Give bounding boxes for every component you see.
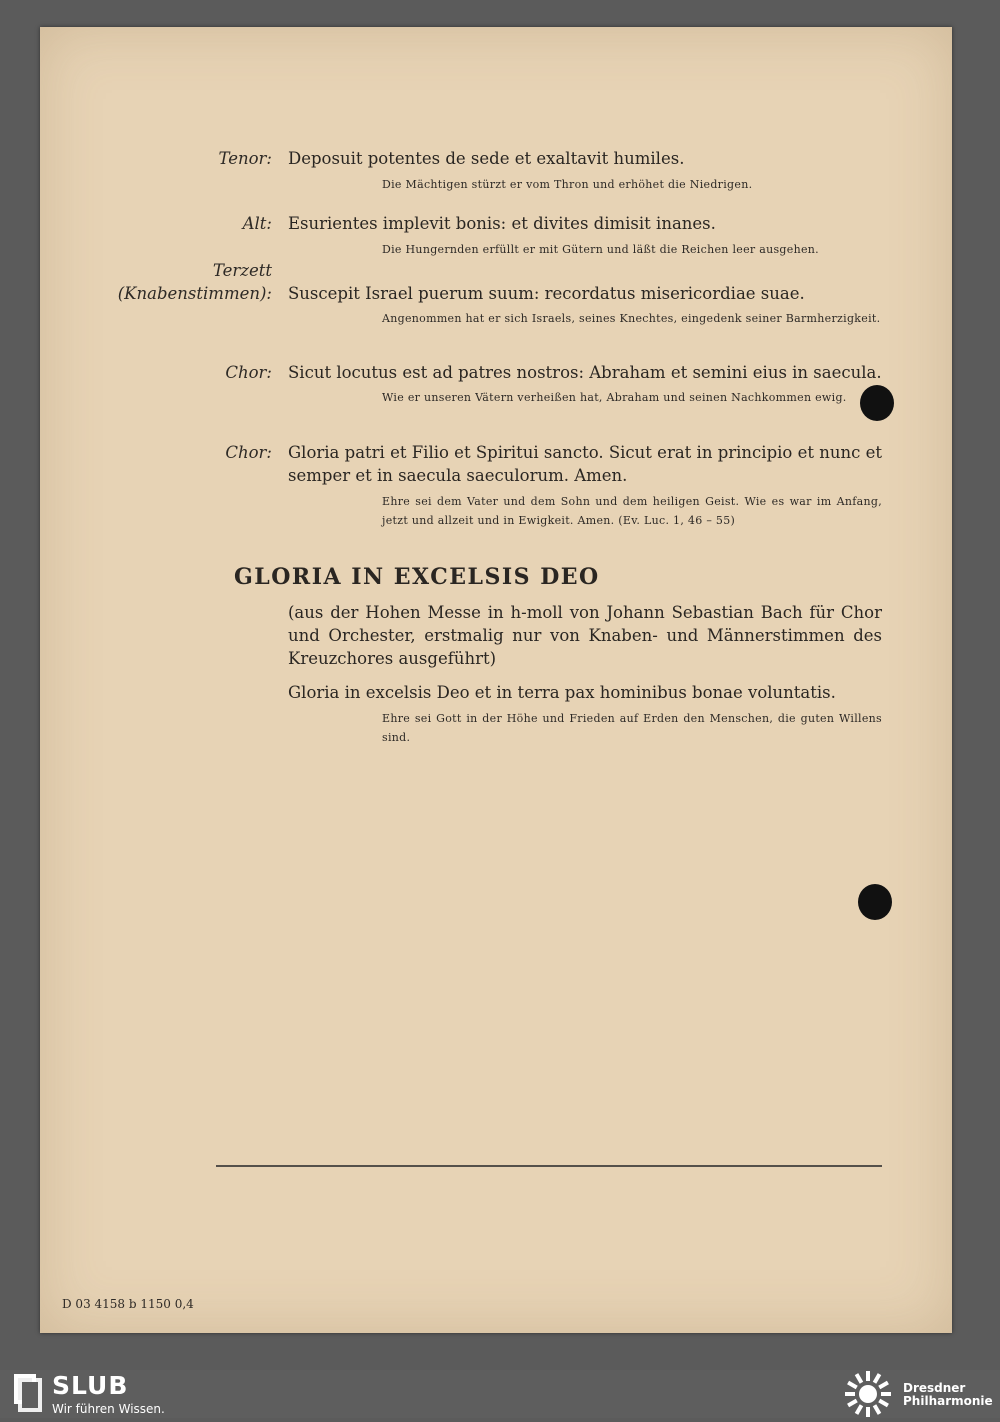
punch-hole-top xyxy=(860,385,894,421)
latin-text: Gloria patri et Filio et Spiritui sancto. Sicut erat in principio et nunc et semper et in saecula saeculorum. Amen. xyxy=(288,443,882,485)
section-heading: GLORIA IN EXCELSIS DEO xyxy=(234,564,600,590)
print-code: D 03 4158 b 1150 0,4 xyxy=(62,1297,194,1311)
latin-text: Deposuit potentes de sede et exaltavit humiles. xyxy=(288,149,685,168)
dresdner-philharmonie-logo-text[interactable] xyxy=(903,1382,993,1408)
punch-hole-bottom xyxy=(858,884,892,920)
footer-bar xyxy=(0,1370,1000,1418)
latin-text: Gloria in excelsis Deo et in terra pax hominibus bonae voluntatis. xyxy=(288,683,836,702)
partner-name-line2: Philharmonie xyxy=(903,1394,993,1408)
german-translation: Ehre sei Gott in der Höhe und Frieden auf Erden den Menschen, die guten Willens sind. xyxy=(382,712,882,744)
german-translation: Ehre sei dem Vater und dem Sohn und dem heiligen Geist. Wie es war im Anfang, jetzt und allzeit und in Ewigkeit. Amen. (Ev. Luc. 1, 46 – 55) xyxy=(382,495,882,527)
german-translation: Wie er unseren Vätern verheißen hat, Abraham und seinen Nachkommen ewig. xyxy=(382,391,847,404)
slub-tagline: Wir führen Wissen. xyxy=(52,1402,165,1416)
section-description: (aus der Hohen Messe in h-moll von Johann Sebastian Bach für Chor und Orchester, erstmalig nur von Knaben- und Männerstimmen des Kreuzchores ausgeführt) xyxy=(288,603,882,668)
divider-line xyxy=(216,1165,882,1167)
voice-label: Tenor: xyxy=(218,149,272,168)
german-translation: Die Hungernden erfüllt er mit Gütern und läßt die Reichen leer ausgehen. xyxy=(382,243,819,256)
slub-logo-text[interactable]: SLUB xyxy=(52,1371,129,1400)
voice-label: Chor: xyxy=(225,443,272,462)
latin-text: Esurientes implevit bonis: et divites dimisit inanes. xyxy=(288,214,716,233)
latin-text: Suscepit Israel puerum suum: recordatus misericordiae suae. xyxy=(288,284,805,303)
partner-name-line1: Dresdner xyxy=(903,1381,966,1395)
voice-label: Terzett xyxy=(212,261,272,280)
document-page xyxy=(40,27,952,1333)
slub-logo-icon[interactable] xyxy=(14,1374,42,1418)
latin-text: Sicut locutus est ad patres nostros: Abraham et semini eius in saecula. xyxy=(288,363,882,382)
voice-label: Chor: xyxy=(225,363,272,382)
dresdner-philharmonie-logo-icon[interactable] xyxy=(840,1370,896,1422)
german-translation: Die Mächtigen stürzt er vom Thron und erhöhet die Niedrigen. xyxy=(382,178,753,191)
voice-label: (Knabenstimmen): xyxy=(117,284,272,303)
voice-label: Alt: xyxy=(242,214,272,233)
german-translation: Angenommen hat er sich Israels, seines Knechtes, eingedenk seiner Barmherzigkeit. xyxy=(382,312,881,325)
